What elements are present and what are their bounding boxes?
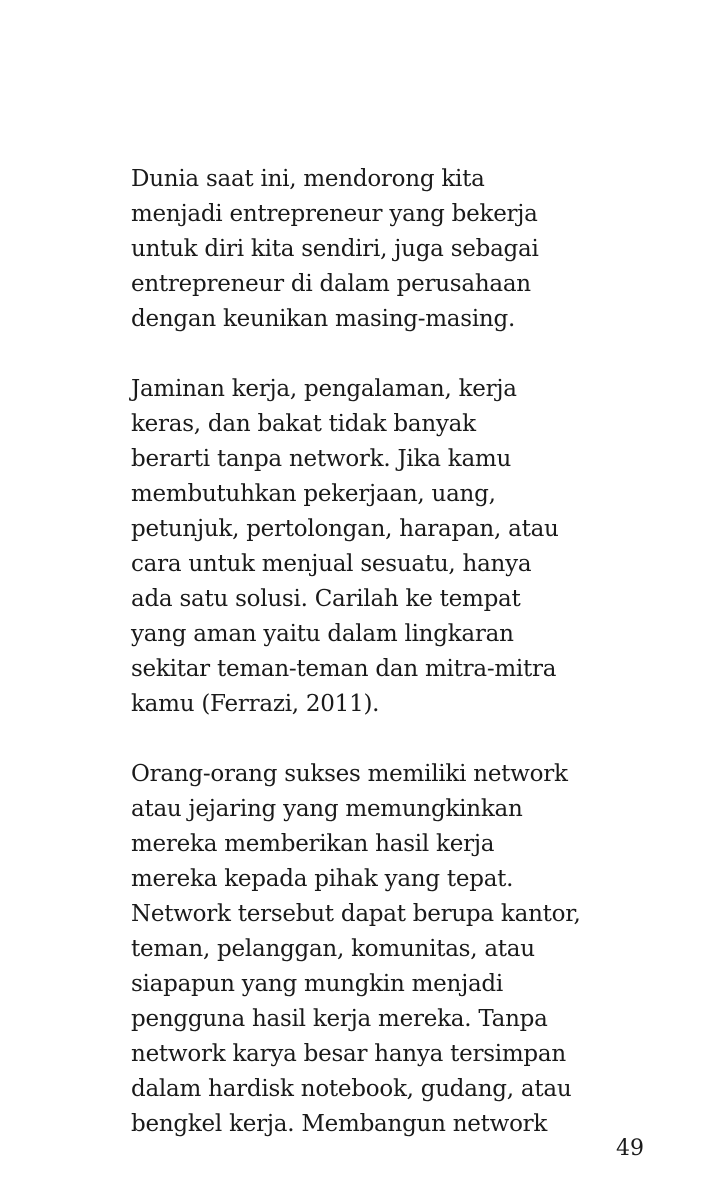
text-line: dalam hardisk notebook, gudang, atau [131, 1076, 572, 1102]
text-line: teman, pelanggan, komunitas, atau [131, 936, 535, 962]
text-line: ada satu solusi. Carilah ke tempat [131, 586, 521, 612]
paragraph-1 [131, 162, 651, 337]
text-line: mereka memberikan hasil kerja [131, 831, 495, 857]
text-line: menjadi entrepreneur yang bekerja [131, 201, 538, 227]
text-line: atau jejaring yang memungkinkan [131, 796, 523, 822]
text-line: untuk diri kita sendiri, juga sebagai [131, 236, 539, 262]
text-line: entrepreneur di dalam perusahaan [131, 271, 531, 297]
text-line: Jaminan kerja, pengalaman, kerja [131, 376, 517, 402]
paragraph-2 [131, 372, 651, 722]
paragraph-gap [131, 722, 651, 757]
text-line: membutuhkan pekerjaan, uang, [131, 481, 496, 507]
paragraph-gap [131, 337, 651, 372]
text-line: berarti tanpa network. Jika kamu [131, 446, 512, 472]
text-line: yang aman yaitu dalam lingkaran [131, 621, 514, 647]
paragraph-3 [131, 757, 651, 1142]
text-line: mereka kepada pihak yang tepat. [131, 866, 514, 892]
text-line: petunjuk, pertolongan, harapan, atau [131, 516, 559, 542]
text-line: network karya besar hanya tersimpan [131, 1041, 566, 1067]
text-line: Network tersebut dapat berupa kantor, [131, 901, 581, 927]
text-line: kamu (Ferrazi, 2011). [131, 691, 380, 717]
text-line: bengkel kerja. Membangun network [131, 1111, 548, 1137]
text-line: siapapun yang mungkin menjadi [131, 971, 504, 997]
text-line: Orang-orang sukses memiliki network [131, 761, 568, 787]
text-line: cara untuk menjual sesuatu, hanya [131, 551, 532, 577]
text-line: pengguna hasil kerja mereka. Tanpa [131, 1006, 548, 1032]
text-line: Dunia saat ini, mendorong kita [131, 166, 485, 192]
body-text [131, 162, 651, 1142]
text-line: sekitar teman-teman dan mitra-mitra [131, 656, 557, 682]
text-line: keras, dan bakat tidak banyak [131, 411, 476, 437]
text-line: dengan keunikan masing-masing. [131, 306, 516, 332]
page-number: 49 [616, 1136, 644, 1161]
